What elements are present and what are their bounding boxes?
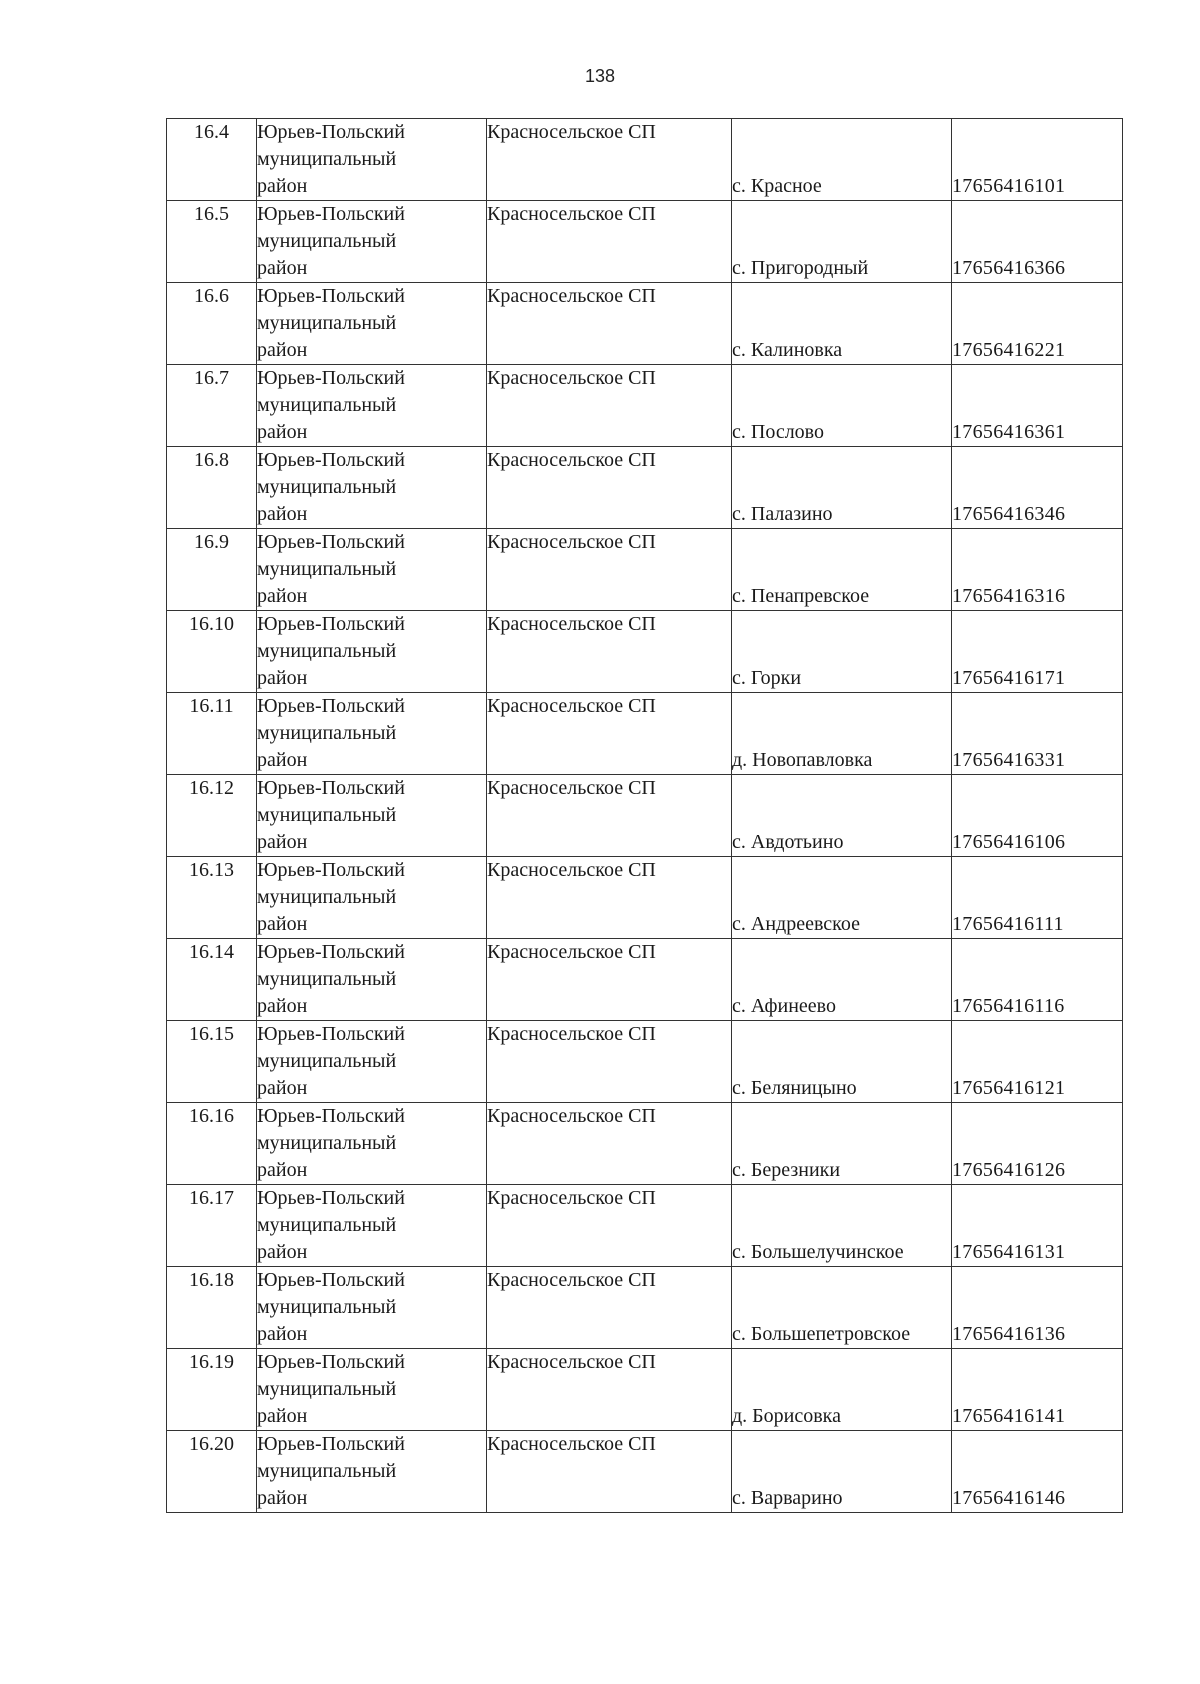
district-cell (257, 693, 487, 775)
settlement-name: Красносельское СП (487, 1023, 656, 1045)
table-row (167, 1431, 1123, 1513)
settlement-cell (487, 939, 732, 1021)
oktmo-code-cell (952, 1267, 1123, 1349)
district-name-line: муниципальный (257, 558, 397, 580)
row-number-cell (167, 775, 257, 857)
table-row (167, 283, 1123, 365)
locality-name: с. Большепетровское (732, 1323, 911, 1345)
registry-table-body (167, 119, 1123, 1513)
locality-name: с. Горки (732, 667, 802, 689)
row-number-cell (167, 201, 257, 283)
oktmo-code-cell (952, 1349, 1123, 1431)
locality-cell (732, 201, 952, 283)
locality-name: с. Послово (732, 421, 824, 443)
oktmo-code-cell (952, 1021, 1123, 1103)
oktmo-code-cell (952, 857, 1123, 939)
row-number: 16.12 (189, 777, 234, 799)
district-name-line: район (257, 1323, 308, 1345)
district-name-line: муниципальный (257, 476, 397, 498)
oktmo-code-cell (952, 1431, 1123, 1513)
district-name-line: район (257, 749, 308, 771)
district-name-line: район (257, 1405, 308, 1427)
locality-cell (732, 1185, 952, 1267)
locality-cell (732, 1267, 952, 1349)
table-row (167, 529, 1123, 611)
row-number: 16.11 (189, 695, 234, 717)
settlement-cell (487, 1185, 732, 1267)
locality-cell (732, 365, 952, 447)
row-number-cell (167, 1103, 257, 1185)
row-number-cell (167, 693, 257, 775)
oktmo-code-cell (952, 939, 1123, 1021)
table-row (167, 447, 1123, 529)
oktmo-code-cell (952, 693, 1123, 775)
page-number: 138 (584, 66, 616, 86)
table-row (167, 775, 1123, 857)
row-number: 16.9 (194, 531, 229, 553)
locality-name: с. Андреевское (732, 913, 860, 935)
oktmo-code: 17656416361 (952, 421, 1066, 443)
district-name-line: муниципальный (257, 1296, 397, 1318)
settlement-name: Красносельское СП (487, 285, 656, 307)
settlement-name: Красносельское СП (487, 449, 656, 471)
district-name-line: район (257, 995, 308, 1017)
oktmo-code-cell (952, 1103, 1123, 1185)
district-name-line: район (257, 585, 308, 607)
oktmo-code: 17656416141 (952, 1405, 1066, 1427)
oktmo-code: 17656416106 (952, 831, 1066, 853)
locality-cell (732, 1349, 952, 1431)
locality-name: с. Калиновка (732, 339, 843, 361)
row-number-cell (167, 939, 257, 1021)
locality-name: с. Большелучинское (732, 1241, 904, 1263)
row-number: 16.18 (189, 1269, 234, 1291)
row-number: 16.19 (189, 1351, 234, 1373)
settlement-cell (487, 119, 732, 201)
district-cell (257, 611, 487, 693)
settlement-name: Красносельское СП (487, 203, 656, 225)
oktmo-code-cell (952, 447, 1123, 529)
row-number: 16.4 (194, 121, 229, 143)
locality-cell (732, 529, 952, 611)
row-number-cell (167, 283, 257, 365)
district-cell (257, 1349, 487, 1431)
row-number: 16.8 (194, 449, 229, 471)
district-name-line: Юрьев-Польский (257, 285, 405, 307)
oktmo-code-cell (952, 529, 1123, 611)
settlement-cell (487, 1103, 732, 1185)
district-cell (257, 1021, 487, 1103)
oktmo-code-cell (952, 201, 1123, 283)
district-cell (257, 1267, 487, 1349)
locality-name: с. Варварино (732, 1487, 843, 1509)
table-row (167, 1103, 1123, 1185)
oktmo-code: 17656416171 (952, 667, 1066, 689)
locality-cell (732, 447, 952, 529)
settlement-cell (487, 693, 732, 775)
table-row (167, 119, 1123, 201)
settlement-name: Красносельское СП (487, 859, 656, 881)
settlement-name: Красносельское СП (487, 367, 656, 389)
district-cell (257, 1431, 487, 1513)
oktmo-code-cell (952, 283, 1123, 365)
district-cell (257, 529, 487, 611)
locality-name: д. Новопавловка (732, 749, 873, 771)
settlement-name: Красносельское СП (487, 1433, 656, 1455)
table-row (167, 1349, 1123, 1431)
district-name-line: муниципальный (257, 886, 397, 908)
locality-name: с. Афинеево (732, 995, 836, 1017)
locality-cell (732, 693, 952, 775)
district-name-line: район (257, 1241, 308, 1263)
locality-cell (732, 1431, 952, 1513)
district-name-line: Юрьев-Польский (257, 941, 405, 963)
table-row (167, 857, 1123, 939)
settlement-cell (487, 1431, 732, 1513)
district-name-line: Юрьев-Польский (257, 203, 405, 225)
locality-name: с. Березники (732, 1159, 841, 1181)
district-name-line: муниципальный (257, 148, 397, 170)
settlement-name: Красносельское СП (487, 1269, 656, 1291)
row-number: 16.20 (189, 1433, 234, 1455)
district-name-line: Юрьев-Польский (257, 1433, 405, 1455)
row-number: 16.14 (189, 941, 234, 963)
district-name-line: район (257, 175, 308, 197)
oktmo-code: 17656416111 (952, 913, 1064, 935)
district-name-line: район (257, 913, 308, 935)
district-cell (257, 283, 487, 365)
district-name-line: Юрьев-Польский (257, 531, 405, 553)
locality-cell (732, 119, 952, 201)
table-row (167, 1021, 1123, 1103)
locality-name: с. Палазино (732, 503, 833, 525)
table-row (167, 939, 1123, 1021)
row-number: 16.16 (189, 1105, 234, 1127)
locality-name: с. Пенапревское (732, 585, 870, 607)
row-number-cell (167, 1185, 257, 1267)
district-name-line: муниципальный (257, 722, 397, 744)
row-number-cell (167, 365, 257, 447)
oktmo-code-cell (952, 119, 1123, 201)
settlement-name: Красносельское СП (487, 531, 656, 553)
row-number: 16.5 (194, 203, 229, 225)
row-number-cell (167, 1431, 257, 1513)
district-cell (257, 365, 487, 447)
oktmo-code: 17656416221 (952, 339, 1066, 361)
district-name-line: район (257, 257, 308, 279)
table-row (167, 1185, 1123, 1267)
oktmo-code: 17656416121 (952, 1077, 1066, 1099)
settlement-name: Красносельское СП (487, 777, 656, 799)
district-name-line: Юрьев-Польский (257, 1351, 405, 1373)
district-name-line: муниципальный (257, 804, 397, 826)
district-cell (257, 201, 487, 283)
settlement-cell (487, 447, 732, 529)
district-name-line: район (257, 1487, 308, 1509)
table-row (167, 1267, 1123, 1349)
locality-name: с. Авдотьино (732, 831, 844, 853)
district-cell (257, 939, 487, 1021)
table-row (167, 201, 1123, 283)
locality-cell (732, 283, 952, 365)
oktmo-code: 17656416331 (952, 749, 1066, 771)
settlement-cell (487, 365, 732, 447)
district-name-line: муниципальный (257, 1050, 397, 1072)
district-name-line: Юрьев-Польский (257, 613, 405, 635)
district-name-line: район (257, 503, 308, 525)
settlement-cell (487, 1021, 732, 1103)
settlement-cell (487, 283, 732, 365)
locality-name: с. Беляницыно (732, 1077, 857, 1099)
table-row (167, 611, 1123, 693)
row-number-cell (167, 119, 257, 201)
locality-cell (732, 611, 952, 693)
district-name-line: муниципальный (257, 312, 397, 334)
row-number: 16.13 (189, 859, 234, 881)
settlement-name: Красносельское СП (487, 1105, 656, 1127)
district-name-line: район (257, 831, 308, 853)
oktmo-code: 17656416101 (952, 175, 1066, 197)
district-name-line: район (257, 1159, 308, 1181)
oktmo-code: 17656416316 (952, 585, 1066, 607)
settlement-name: Красносельское СП (487, 613, 656, 635)
row-number-cell (167, 529, 257, 611)
settlement-cell (487, 1267, 732, 1349)
oktmo-code-cell (952, 611, 1123, 693)
district-name-line: район (257, 667, 308, 689)
row-number: 16.7 (194, 367, 229, 389)
row-number-cell (167, 1267, 257, 1349)
locality-cell (732, 775, 952, 857)
locality-name: д. Борисовка (732, 1405, 841, 1427)
district-name-line: Юрьев-Польский (257, 1023, 405, 1045)
locality-cell (732, 857, 952, 939)
district-name-line: Юрьев-Польский (257, 121, 405, 143)
table-row (167, 365, 1123, 447)
registry-table (166, 118, 1123, 1513)
settlement-cell (487, 775, 732, 857)
settlement-name: Красносельское СП (487, 695, 656, 717)
locality-name: с. Красное (732, 175, 822, 197)
district-name-line: муниципальный (257, 1214, 397, 1236)
district-name-line: муниципальный (257, 1132, 397, 1154)
locality-name: с. Пригородный (732, 257, 869, 279)
table-row (167, 693, 1123, 775)
district-name-line: Юрьев-Польский (257, 859, 405, 881)
district-name-line: Юрьев-Польский (257, 449, 405, 471)
settlement-name: Красносельское СП (487, 941, 656, 963)
district-name-line: Юрьев-Польский (257, 777, 405, 799)
row-number-cell (167, 1349, 257, 1431)
district-cell (257, 447, 487, 529)
settlement-name: Красносельское СП (487, 1351, 656, 1373)
settlement-cell (487, 201, 732, 283)
settlement-cell (487, 529, 732, 611)
row-number-cell (167, 1021, 257, 1103)
row-number-cell (167, 447, 257, 529)
district-name-line: Юрьев-Польский (257, 1105, 405, 1127)
district-cell (257, 775, 487, 857)
row-number: 16.17 (189, 1187, 234, 1209)
row-number: 16.10 (189, 613, 234, 635)
oktmo-code: 17656416126 (952, 1159, 1066, 1181)
oktmo-code-cell (952, 775, 1123, 857)
district-name-line: муниципальный (257, 968, 397, 990)
settlement-name: Красносельское СП (487, 121, 656, 143)
oktmo-code-cell (952, 365, 1123, 447)
district-name-line: Юрьев-Польский (257, 695, 405, 717)
oktmo-code-cell (952, 1185, 1123, 1267)
district-name-line: муниципальный (257, 230, 397, 252)
district-cell (257, 1103, 487, 1185)
district-name-line: муниципальный (257, 1460, 397, 1482)
district-cell (257, 119, 487, 201)
district-cell (257, 1185, 487, 1267)
row-number-cell (167, 611, 257, 693)
district-cell (257, 857, 487, 939)
district-name-line: район (257, 421, 308, 443)
district-name-line: муниципальный (257, 640, 397, 662)
district-name-line: Юрьев-Польский (257, 367, 405, 389)
oktmo-code: 17656416136 (952, 1323, 1066, 1345)
settlement-cell (487, 1349, 732, 1431)
district-name-line: муниципальный (257, 1378, 397, 1400)
oktmo-code: 17656416346 (952, 503, 1066, 525)
row-number: 16.6 (194, 285, 229, 307)
district-name-line: район (257, 1077, 308, 1099)
locality-cell (732, 1021, 952, 1103)
district-name-line: Юрьев-Польский (257, 1269, 405, 1291)
settlement-name: Красносельское СП (487, 1187, 656, 1209)
oktmo-code: 17656416366 (952, 257, 1066, 279)
row-number: 16.15 (189, 1023, 234, 1045)
district-name-line: муниципальный (257, 394, 397, 416)
district-name-line: район (257, 339, 308, 361)
row-number-cell (167, 857, 257, 939)
district-name-line: Юрьев-Польский (257, 1187, 405, 1209)
oktmo-code: 17656416116 (952, 995, 1065, 1017)
settlement-cell (487, 857, 732, 939)
locality-cell (732, 1103, 952, 1185)
settlement-cell (487, 611, 732, 693)
oktmo-code: 17656416146 (952, 1487, 1066, 1509)
oktmo-code: 17656416131 (952, 1241, 1066, 1263)
locality-cell (732, 939, 952, 1021)
